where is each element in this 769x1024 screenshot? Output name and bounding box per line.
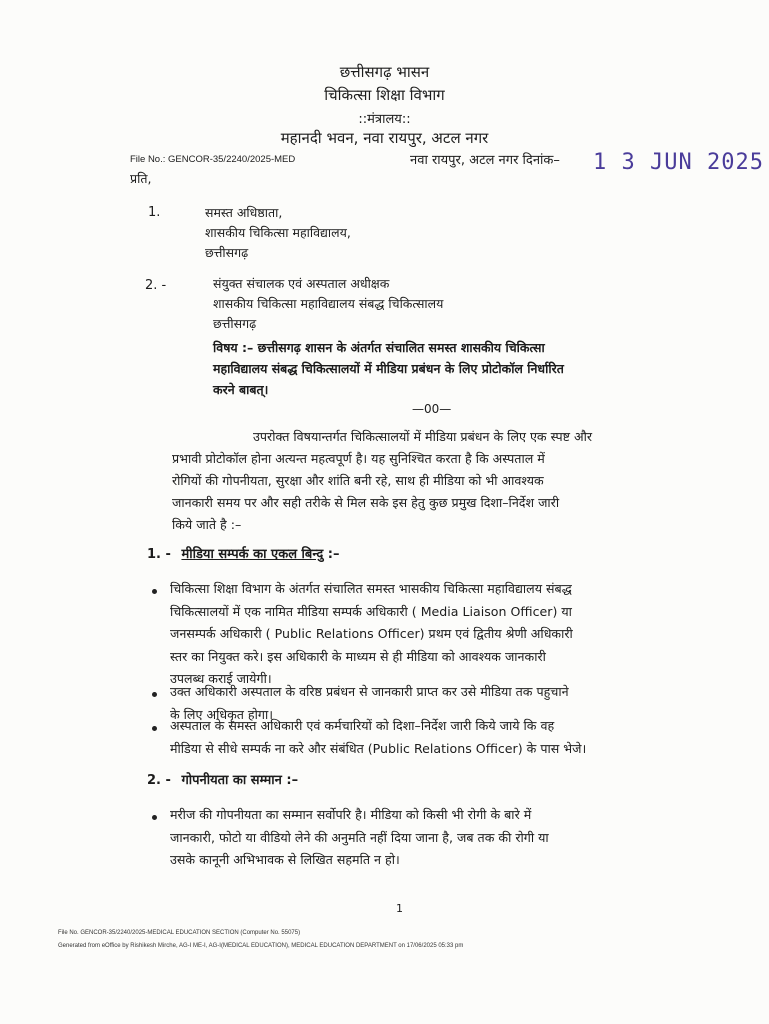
bullet-line: उक्त अधिकारी अस्पताल के वरिष्ठ प्रबंधन से जानकारी प्राप्त कर उसे मीडिया तक पहुचाने [170,684,569,699]
footer-generated-line: Generated from eOffice by Rishikesh Mirche, AG-I ME-I, AG-I(MEDICAL EDUCATION), MEDICAL EDUCATION DEPARTMENT on 17/06/2025 05:33 pm [58,943,464,949]
bullet-line: जानकारी, फोटो या वीडियो लेने की अनुमति नहीं दिया जाना है, जब तक की रोगी या [170,829,549,845]
header-department: चिकित्सा शिक्षा विभाग [324,86,445,104]
recipient-line: छत्तीसगढ़ [213,316,257,331]
section-2-suffix: :– [286,773,299,788]
bullet-line: स्तर का नियुक्त करे। इस अधिकारी के माध्यम से ही मीडिया को आवश्यक जानकारी [170,648,546,664]
file-number: File No.: GENCOR-35/2240/2025-MED [130,154,296,165]
recipient-line: शासकीय चिकित्सा महाविद्यालय, [205,225,351,240]
bullet-marker [152,815,157,820]
bullet-line: उपलब्ध कराई जायेगी। [170,671,272,686]
section-1-bullet-1 [170,578,573,691]
section-1-suffix: :– [327,547,340,562]
intro-line-5: किये जाते है :– [172,517,242,532]
separator: —00— [412,402,452,416]
recipient-2-address [213,274,443,334]
prati-label: प्रति, [130,171,152,186]
section-1-heading [147,544,340,562]
bullet-marker [152,589,157,594]
bullet-marker [152,726,157,731]
bullet-line: के लिए अधिकृत होगा। [170,706,273,722]
subject-block [213,337,564,400]
intro-line-4: जानकारी समय पर और सही तरीके से मिल सके इस हेतु कुछ प्रमुख दिशा–निर्देश जारी [172,495,560,510]
page-number: 1 [396,902,403,915]
bullet-line: चिकित्सालयों में एक नामित मीडिया सम्पर्क अधिकारी ( Media Liaison Officer) या [170,603,572,619]
section-1-bullet-3 [170,715,586,760]
recipient-1-number: 1. [148,205,161,220]
bullet-line: चिकित्सा शिक्षा विभाग के अंतर्गत संचालित समस्त भासकीय चिकित्सा महाविद्यालय संबद्ध [170,581,572,596]
section-2-title: गोपनीयता का सम्मान [181,773,282,788]
header-address: महानदी भवन, नवा रायपुर, अटल नगर [280,129,489,147]
section-1-title: मीडिया सम्पर्क का एकल बिन्दु [181,547,324,562]
date-stamp: 1 3 JUN 2025 [593,150,764,175]
section-2-bullet-1 [170,804,549,872]
section-1-number: 1. - [147,547,171,562]
header-government: छत्तीसगढ़ भासन [339,63,430,81]
bullet-line: मरीज की गोपनीयता का सम्मान सर्वोपरि है। मीडिया को किसी भी रोगी के बारे में [170,807,532,822]
intro-line-1: उपरोक्त विषयान्तर्गत चिकित्सालयों में मीडिया प्रबंधन के लिए एक स्पष्ट और [253,429,593,444]
intro-line-2: प्रभावी प्रोटोकॉल होना अत्यन्त महत्वपूर्ण है। यह सुनिश्चित करता है कि अस्पताल में [172,451,545,466]
subject-line: करने बाबत्। [213,382,269,397]
dated-label: नवा रायपुर, अटल नगर दिनांक– [410,153,560,168]
bullet-line: अस्पताल के समस्त अधिकारी एवं कर्मचारियों को दिशा–निर्देश जारी किये जाये कि वह [170,718,555,733]
recipient-line: शासकीय चिकित्सा महाविद्यालय संबद्ध चिकित्सालय [213,296,444,311]
recipient-line: संयुक्त संचालक एवं अस्पताल अधीक्षक [213,276,390,291]
recipient-line: छत्तीसगढ़ [205,245,249,260]
bullet-line: मीडिया से सीधे सम्पर्क ना करे और संबंधित (Public Relations Officer) के पास भेजे। [170,740,587,756]
bullet-marker [152,692,157,697]
recipient-line: समस्त अधिष्ठाता, [205,205,283,220]
footer-file-line: File No. GENCOR-35/2240/2025-MEDICAL EDUCATION SECTION (Computer No. 55075) [58,930,301,936]
bullet-line: जनसम्पर्क अधिकारी ( Public Relations Officer) प्रथम एवं द्वितीय श्रेणी अधिकारी [170,626,573,641]
section-2-heading [147,770,298,788]
intro-line-3: रोगियों की गोपनीयता, सुरक्षा और शांति बनी रहे, साथ ही मीडिया को भी आवश्यक [172,473,544,488]
recipient-1-address [205,203,351,263]
header-ministry: ::मंत्रालय:: [358,112,411,127]
recipient-2-number: 2. - [145,278,167,293]
section-2-number: 2. - [147,773,171,788]
bullet-line: उसके कानूनी अभिभावक से लिखित सहमति न हो। [170,852,400,867]
subject-line: महाविद्यालय संबद्ध चिकित्सालयों में मीडिया प्रबंधन के लिए प्रोटोकॉल निर्धारित [213,361,564,376]
subject-line: विषय :– छत्तीसगढ़ शासन के अंतर्गत संचालित समस्त शासकीय चिकित्सा [213,340,545,355]
